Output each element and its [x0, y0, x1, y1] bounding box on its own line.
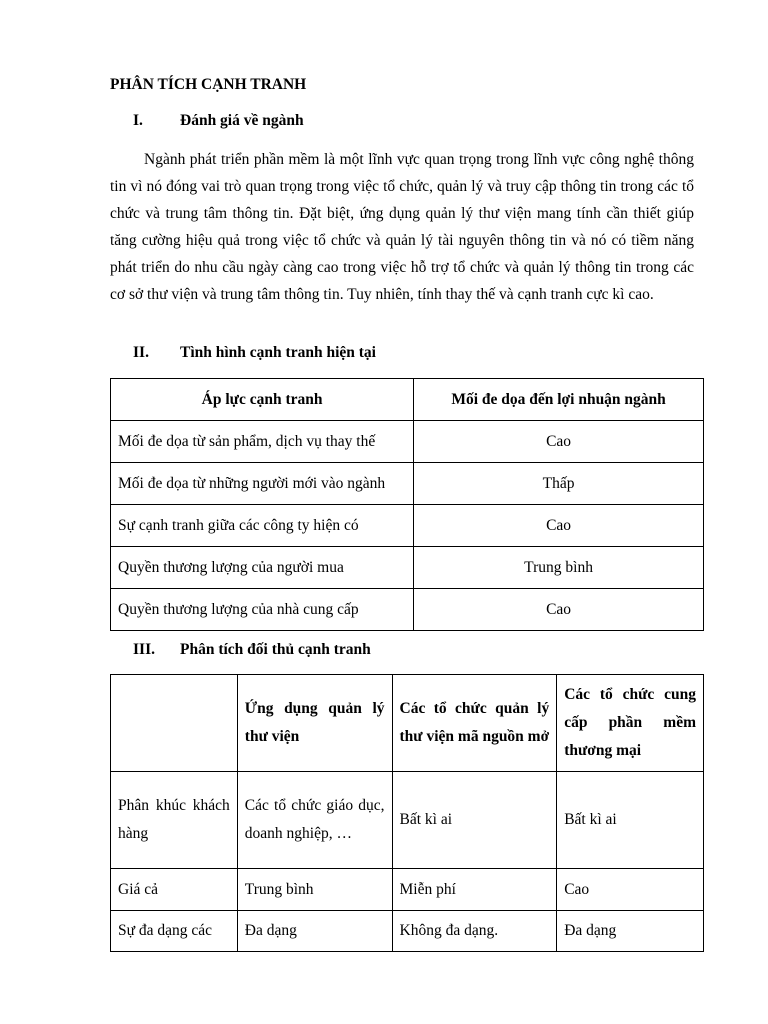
table-cell: Không đa dạng.	[392, 911, 557, 952]
table-cell: Sự đa dạng các	[111, 911, 238, 952]
section-title: Phân tích đối thủ cạnh tranh	[180, 641, 371, 658]
section-heading-1	[133, 112, 304, 130]
table-header-cell: Áp lực cạnh tranh	[111, 379, 414, 421]
competitor-analysis-table	[110, 674, 704, 952]
table-cell: Bất kì ai	[392, 772, 557, 869]
competitive-pressure-table	[110, 378, 704, 631]
section-title: Tình hình cạnh tranh hiện tại	[180, 344, 376, 361]
table-row	[111, 772, 704, 869]
table-cell: Đa dạng	[557, 911, 704, 952]
table-cell: Miễn phí	[392, 869, 557, 911]
table-row	[111, 869, 704, 911]
section-number: III.	[133, 641, 155, 658]
section-number: I.	[133, 112, 143, 129]
table-cell: Quyền thương lượng của nhà cung cấp	[111, 589, 414, 631]
table-row	[111, 463, 704, 505]
table-cell: Đa dạng	[237, 911, 392, 952]
table-row	[111, 589, 704, 631]
table-header-cell: Các tổ chức quản lý thư viện mã nguồn mở	[392, 675, 557, 772]
table-header-cell: Các tổ chức cung cấp phần mềm thương mại	[557, 675, 704, 772]
document-title: PHÂN TÍCH CẠNH TRANH	[110, 76, 307, 93]
table-cell: Bất kì ai	[557, 772, 704, 869]
table-cell: Cao	[414, 505, 704, 547]
section-heading-3	[133, 641, 371, 659]
table-row	[111, 547, 704, 589]
table-row	[111, 505, 704, 547]
table-header-row	[111, 379, 704, 421]
table-cell: Phân khúc khách hàng	[111, 772, 238, 869]
table-cell: Trung bình	[414, 547, 704, 589]
table-cell: Giá cả	[111, 869, 238, 911]
table-header-cell: Ứng dụng quản lý thư viện	[237, 675, 392, 772]
table-cell: Mối đe dọa từ những người mới vào ngành	[111, 463, 414, 505]
table-header-cell: Mối đe dọa đến lợi nhuận ngành	[414, 379, 704, 421]
section-number: II.	[133, 344, 149, 361]
table-row	[111, 911, 704, 952]
section-heading-2	[133, 344, 376, 362]
section-title: Đánh giá về ngành	[180, 112, 304, 129]
body-paragraph: Ngành phát triển phần mềm là một lĩnh vực quan trọng trong lĩnh vực công nghệ thông tin vì nó đóng vai trò quan trọng trong việc tổ chức, quản lý và truy cập thông tin trong các tổ chức và trung tâm thông tin. Đặt biệt, ứng dụng quản lý thư viện mang tính cần thiết giúp tăng cường hiệu quả trong việc tổ chức và quản lý tài nguyên thông tin và nó có tiềm năng phát triển do nhu cầu ngày càng cao trong việc hỗ trợ tổ chức và quản lý thông tin trong các cơ sở thư viện và trung tâm thông tin. Tuy nhiên, tính thay thế và cạnh tranh cực kì cao.	[110, 151, 694, 303]
table-cell: Quyền thương lượng của người mua	[111, 547, 414, 589]
table-header-cell	[111, 675, 238, 772]
table-cell: Các tổ chức giáo dục, doanh nghiệp, …	[237, 772, 392, 869]
table-cell: Sự cạnh tranh giữa các công ty hiện có	[111, 505, 414, 547]
table-cell: Mối đe dọa từ sản phẩm, dịch vụ thay thế	[111, 421, 414, 463]
table-cell: Thấp	[414, 463, 704, 505]
table-cell: Cao	[414, 589, 704, 631]
table-cell: Cao	[414, 421, 704, 463]
table-cell: Trung bình	[237, 869, 392, 911]
table-header-row	[111, 675, 704, 772]
table-row	[111, 421, 704, 463]
table-cell: Cao	[557, 869, 704, 911]
